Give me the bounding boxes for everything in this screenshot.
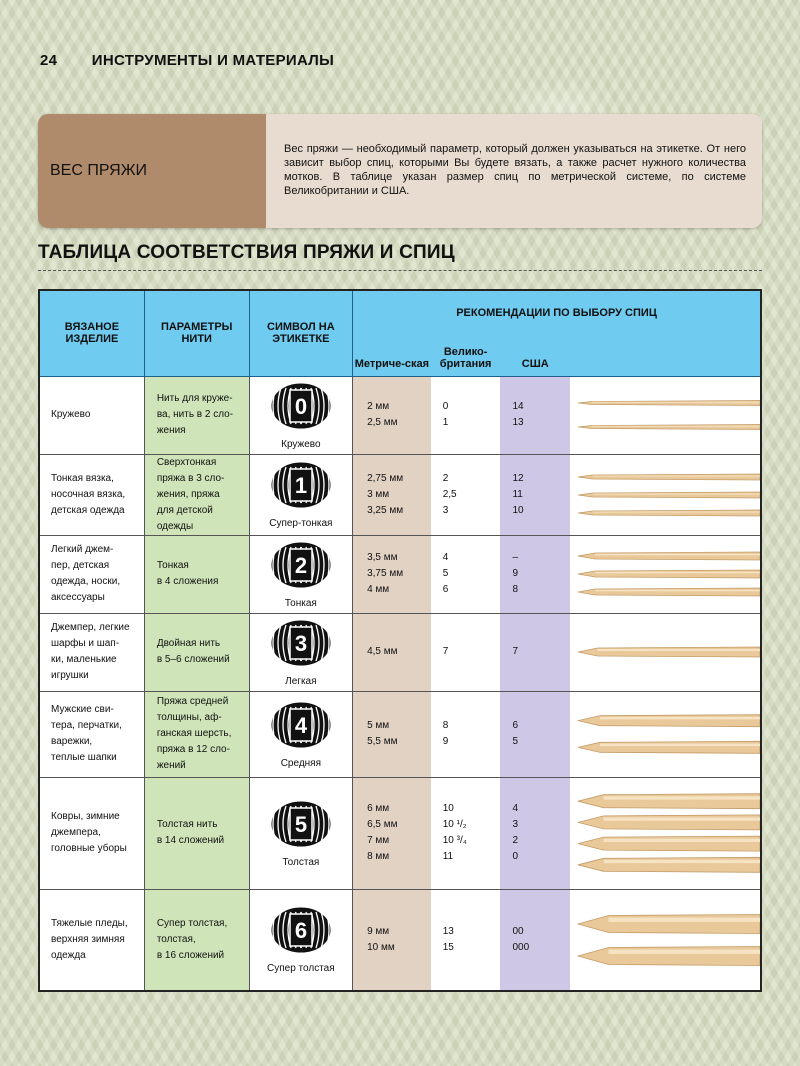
needle-illustration xyxy=(570,379,760,451)
params-text: Тонкая xyxy=(156,560,189,571)
uk-size: 1 xyxy=(442,417,449,428)
params-text: для детской xyxy=(156,504,213,516)
params-text: жения, пряжа xyxy=(156,488,220,500)
cell-params xyxy=(144,889,249,991)
item-text: шарфы и шап- xyxy=(51,638,120,649)
infobox-text: Вес пряжи — необходимый параметр, который должен указываться на этикетке. От него зависит выбор спиц, которыми Вы будете вязать, а также расчет нужного количества мотков. В таблице указан размер спиц по метрической системе, по системе Великобритании и США. xyxy=(266,114,762,228)
cell-needles xyxy=(570,691,761,777)
header-needle-blank xyxy=(570,334,761,376)
usa-size: 9 xyxy=(512,568,519,579)
usa-size: 13 xyxy=(512,417,524,428)
item-text: джемпера, xyxy=(51,827,101,838)
metric-size: 3,75 мм xyxy=(367,568,404,579)
cell-needles xyxy=(570,454,761,535)
params-text: толстая, xyxy=(156,933,196,945)
cell-uk xyxy=(431,889,501,991)
knitting-needle xyxy=(578,570,760,578)
item-text: пер, детская xyxy=(51,560,110,571)
symbol-label: Толстая xyxy=(282,856,320,868)
uk-size: 6 xyxy=(442,584,449,595)
symbol-label: Тонкая xyxy=(284,597,317,609)
needle-illustration xyxy=(570,694,760,774)
knitting-needle xyxy=(578,836,760,851)
knitting-needle xyxy=(578,552,760,560)
params-text: жения xyxy=(156,425,186,436)
uk-size: 0 xyxy=(442,401,449,412)
cell-uk xyxy=(431,691,501,777)
cell-item xyxy=(39,691,144,777)
item-text: тера, перчатки, xyxy=(51,720,122,731)
title-divider xyxy=(38,270,762,271)
knitting-needle xyxy=(578,857,760,872)
yarn-weight-icon xyxy=(270,906,332,954)
svg-text:6: 6 xyxy=(294,918,307,944)
svg-text:5: 5 xyxy=(294,811,307,837)
usa-size: – xyxy=(512,552,519,563)
cell-item xyxy=(39,777,144,889)
knitting-needle xyxy=(578,425,760,430)
cell-metric xyxy=(353,889,431,991)
cell-metric xyxy=(353,535,431,613)
cell-params xyxy=(144,613,249,691)
cell-uk xyxy=(431,777,501,889)
usa-size: 14 xyxy=(512,401,524,412)
yarn-weight-icon xyxy=(270,701,332,749)
needle-illustration xyxy=(570,616,760,688)
params-text: Пряжа средней xyxy=(156,696,229,707)
yarn-weight-icon xyxy=(270,619,332,667)
metric-size: 6,5 мм xyxy=(367,819,398,830)
cell-metric xyxy=(353,376,431,454)
knitting-needle xyxy=(578,794,760,809)
item-text: Легкий джем- xyxy=(51,544,114,555)
params-text: Толстая нить xyxy=(156,819,218,830)
knitting-needle xyxy=(578,492,760,498)
metric-size: 5 мм xyxy=(367,720,390,731)
uk-size: 9 xyxy=(442,736,449,747)
item-text: Джемпер, легкие xyxy=(51,622,130,633)
header-params: ПАРАМЕТРЫ НИТИ xyxy=(144,290,249,376)
params-text: в 14 сложений xyxy=(156,835,225,846)
knitting-needle xyxy=(578,946,760,965)
metric-size: 5,5 мм xyxy=(367,736,398,747)
params-text: в 5–6 сложений xyxy=(156,654,230,665)
cell-symbol xyxy=(249,691,352,777)
cell-metric xyxy=(353,691,431,777)
cell-symbol xyxy=(249,613,352,691)
item-text: Мужские сви- xyxy=(51,704,114,715)
metric-size: 3,25 мм xyxy=(367,504,404,516)
cell-metric xyxy=(353,613,431,691)
yarn-weight-icon xyxy=(270,541,332,589)
header-item: ВЯЗАНОЕ ИЗДЕЛИЕ xyxy=(39,290,144,376)
item-text: Тяжелые пледы, xyxy=(51,917,128,929)
knitting-needle xyxy=(578,474,760,480)
needle-illustration xyxy=(570,538,760,610)
yarn-needle-table xyxy=(38,289,762,992)
svg-text:0: 0 xyxy=(294,393,307,419)
knitting-needle xyxy=(578,510,760,516)
usa-size: 00 xyxy=(512,925,524,937)
symbol-label: Кружево xyxy=(281,438,321,450)
svg-text:2: 2 xyxy=(294,552,307,578)
cell-symbol xyxy=(249,777,352,889)
cell-needles xyxy=(570,535,761,613)
table-row xyxy=(39,376,761,454)
item-text: теплые шапки xyxy=(51,752,117,763)
svg-text:3: 3 xyxy=(294,630,307,656)
symbol-label: Легкая xyxy=(285,675,317,687)
cell-params xyxy=(144,376,249,454)
usa-size: 000 xyxy=(512,941,530,953)
item-text: варежки, xyxy=(51,736,93,747)
usa-size: 4 xyxy=(512,803,519,814)
item-text: верхняя зимняя xyxy=(51,933,125,945)
cell-usa xyxy=(500,613,570,691)
knitting-needle xyxy=(578,588,760,596)
item-text: игрушки xyxy=(51,670,89,681)
needle-illustration xyxy=(570,892,760,988)
item-text: ки, маленькие xyxy=(51,654,117,665)
uk-size: 5 xyxy=(442,568,449,579)
usa-size: 3 xyxy=(512,819,519,830)
page-header xyxy=(40,52,334,69)
params-text: жений xyxy=(156,760,186,771)
needle-illustration xyxy=(570,780,760,886)
cell-usa xyxy=(500,535,570,613)
cell-uk xyxy=(431,613,501,691)
usa-size: 11 xyxy=(512,488,523,500)
metric-size: 10 мм xyxy=(367,941,395,953)
table-title: ТАБЛИЦА СООТВЕТСТВИЯ ПРЯЖИ И СПИЦ xyxy=(38,242,455,263)
usa-size: 7 xyxy=(512,646,519,657)
symbol-label: Супер толстая xyxy=(267,963,335,975)
header-recommend: РЕКОМЕНДАЦИИ ПО ВЫБОРУ СПИЦ xyxy=(353,290,761,334)
params-text: толщины, аф- xyxy=(156,712,222,723)
item-text: Ковры, зимние xyxy=(51,811,120,822)
header-metric: Метриче-ская xyxy=(353,334,431,376)
header-uk: Велико-британия xyxy=(431,334,501,376)
knitting-needle xyxy=(578,647,760,657)
metric-size: 4,5 мм xyxy=(367,646,398,657)
uk-size: 3 xyxy=(442,504,449,516)
cell-needles xyxy=(570,376,761,454)
metric-size: 2 мм xyxy=(367,401,390,412)
infobox-title: ВЕС ПРЯЖИ xyxy=(38,114,266,228)
svg-text:4: 4 xyxy=(294,712,307,738)
cell-params xyxy=(144,691,249,777)
params-text: ва, нить в 2 сло- xyxy=(156,409,234,420)
item-text: Тонкая вязка, xyxy=(51,472,114,484)
usa-size: 0 xyxy=(512,851,519,862)
cell-metric xyxy=(353,454,431,535)
params-text: пряжа в 3 сло- xyxy=(156,472,225,484)
usa-size: 10 xyxy=(512,504,524,516)
item-text: одежда, носки, xyxy=(51,576,121,587)
table-row xyxy=(39,535,761,613)
usa-size: 2 xyxy=(512,835,519,846)
uk-size: 11 xyxy=(442,851,454,862)
symbol-label: Средняя xyxy=(280,757,321,769)
metric-size: 7 мм xyxy=(367,835,390,846)
table-row xyxy=(39,454,761,535)
uk-size: 8 xyxy=(442,720,449,731)
knitting-needle xyxy=(578,914,760,933)
header-usa: США xyxy=(500,334,570,376)
cell-uk xyxy=(431,535,501,613)
cell-params xyxy=(144,454,249,535)
item-text: Кружево xyxy=(51,409,91,420)
cell-usa xyxy=(500,454,570,535)
yarn-weight-icon xyxy=(270,800,332,848)
uk-size: 15 xyxy=(442,941,454,953)
yarn-weight-infobox xyxy=(38,114,762,228)
cell-item xyxy=(39,889,144,991)
metric-size: 2,5 мм xyxy=(367,417,398,428)
knitting-needle xyxy=(578,815,760,830)
metric-size: 9 мм xyxy=(367,925,390,937)
uk-size: 10 ¹/₂ xyxy=(442,819,467,830)
cell-item xyxy=(39,454,144,535)
cell-needles xyxy=(570,889,761,991)
knitting-needle xyxy=(578,401,760,406)
cell-item xyxy=(39,535,144,613)
cell-symbol xyxy=(249,889,352,991)
params-text: пряжа в 12 сло- xyxy=(156,744,230,755)
item-text: аксессуары xyxy=(51,592,105,603)
params-text: ганская шерсть, xyxy=(156,728,232,739)
metric-size: 8 мм xyxy=(367,851,390,862)
usa-size: 8 xyxy=(512,584,519,595)
cell-params xyxy=(144,777,249,889)
page-number: 24 xyxy=(40,52,58,69)
cell-item xyxy=(39,613,144,691)
cell-usa xyxy=(500,691,570,777)
usa-size: 5 xyxy=(512,736,519,747)
params-text: Сверхтонкая xyxy=(156,456,217,468)
cell-usa xyxy=(500,777,570,889)
cell-usa xyxy=(500,376,570,454)
item-text: носочная вязка, xyxy=(51,488,126,500)
table-row xyxy=(39,777,761,889)
cell-uk xyxy=(431,454,501,535)
uk-size: 2 xyxy=(442,472,449,484)
params-text: Супер толстая, xyxy=(156,917,228,929)
table-row xyxy=(39,889,761,991)
metric-size: 3 мм xyxy=(367,488,390,500)
uk-size: 7 xyxy=(442,646,449,657)
svg-text:1: 1 xyxy=(294,473,307,498)
item-text: детская одежда xyxy=(51,504,125,516)
symbol-label: Супер-тонкая xyxy=(269,518,333,529)
metric-size: 2,75 мм xyxy=(367,472,404,484)
cell-usa xyxy=(500,889,570,991)
yarn-weight-icon xyxy=(270,382,332,430)
cell-symbol xyxy=(249,454,352,535)
metric-size: 3,5 мм xyxy=(367,552,398,563)
cell-symbol xyxy=(249,535,352,613)
metric-size: 6 мм xyxy=(367,803,390,814)
usa-size: 6 xyxy=(512,720,519,731)
params-text: Нить для круже- xyxy=(156,393,233,404)
header-symbol: СИМВОЛ НА ЭТИКЕТКЕ xyxy=(249,290,352,376)
cell-needles xyxy=(570,613,761,691)
metric-size: 4 мм xyxy=(367,584,390,595)
uk-size: 10 xyxy=(442,803,454,814)
yarn-weight-icon xyxy=(270,461,332,509)
uk-size: 4 xyxy=(442,552,449,563)
params-text: в 4 сложения xyxy=(156,576,219,587)
usa-size: 12 xyxy=(512,472,524,484)
params-text: одежды xyxy=(156,520,194,532)
uk-size: 13 xyxy=(442,925,454,937)
uk-size: 2,5 xyxy=(442,488,457,500)
knitting-needle xyxy=(578,741,760,753)
params-text: Двойная нить xyxy=(156,638,221,649)
table-row xyxy=(39,613,761,691)
cell-metric xyxy=(353,777,431,889)
cell-uk xyxy=(431,376,501,454)
item-text: одежда xyxy=(51,949,86,961)
knitting-needle xyxy=(578,715,760,727)
section-title: ИНСТРУМЕНТЫ И МАТЕРИАЛЫ xyxy=(91,52,335,69)
item-text: головные уборы xyxy=(51,843,127,854)
cell-item xyxy=(39,376,144,454)
needle-illustration xyxy=(570,459,760,531)
table-row xyxy=(39,691,761,777)
params-text: в 16 сложений xyxy=(156,949,225,961)
cell-needles xyxy=(570,777,761,889)
uk-size: 10 ³/₄ xyxy=(442,835,467,846)
cell-params xyxy=(144,535,249,613)
cell-symbol xyxy=(249,376,352,454)
